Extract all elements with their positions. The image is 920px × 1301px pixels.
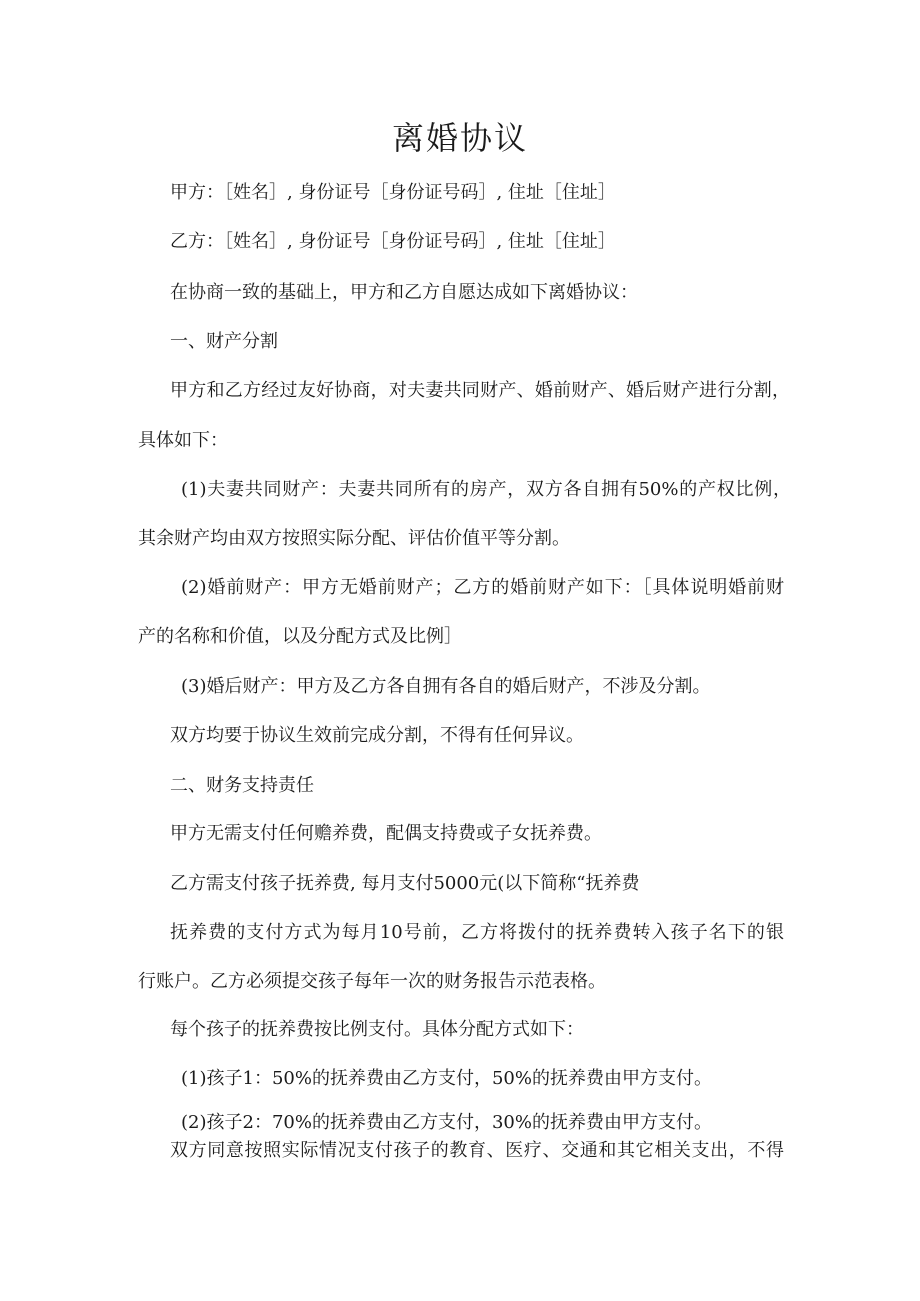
paragraph-line: 每个孩子的抚养费按比例支付。具体分配方式如下：: [170, 1019, 584, 1040]
list-item-line: (2)孩子2：70%的抚养费由乙方支付，30%的抚养费由甲方支付。: [181, 1112, 712, 1133]
paragraph-line: 双方同意按照实际情况支付孩子的教育、医疗、交通和其它相关支出，不得: [170, 1140, 784, 1161]
list-item-line: (2)婚前财产：甲方无婚前财产；乙方的婚前财产如下：［具体说明婚前财: [181, 577, 784, 598]
paragraph-line: 乙方需支付孩子抚养费, 每月支付5000元(以下简称“抚养费: [170, 873, 640, 894]
list-item-line: (1)孩子1：50%的抚养费由乙方支付，50%的抚养费由甲方支付。: [181, 1068, 712, 1089]
section-heading-property: 一、财产分割: [170, 331, 278, 352]
paragraph-line: 行账户。乙方必须提交孩子每年一次的财务报告示范表格。: [138, 971, 606, 992]
paragraph-line: 甲方和乙方经过友好协商，对夫妻共同财产、婚前财产、婚后财产进行分割，: [170, 380, 790, 401]
paragraph-line: 甲方无需支付任何赡养费，配偶支持费或子女抚养费。: [170, 823, 602, 844]
preamble: 在协商一致的基础上，甲方和乙方自愿达成如下离婚协议：: [170, 282, 638, 303]
section-heading-support: 二、财务支持责任: [170, 775, 314, 796]
paragraph-line: 抚养费的支付方式为每月10号前，乙方将拨付的抚养费转入孩子名下的银: [170, 922, 784, 943]
party-b-info: 乙方：［姓名］, 身份证号［身份证号码］, 住址［住址］: [170, 231, 616, 252]
party-a-info: 甲方：［姓名］, 身份证号［身份证号码］, 住址［住址］: [170, 182, 616, 203]
list-item-line: (3)婚后财产：甲方及乙方各自拥有各自的婚后财产，不涉及分割。: [181, 676, 711, 697]
paragraph-line: 产的名称和价值，以及分配方式及比例］: [138, 626, 462, 647]
paragraph-line: 双方均要于协议生效前完成分割，不得有任何异议。: [170, 725, 584, 746]
paragraph-line: 具体如下：: [138, 430, 228, 451]
paragraph-line: 其余财产均由双方按照实际分配、评估价值平等分割。: [138, 528, 570, 549]
list-item-line: (1)夫妻共同财产：夫妻共同所有的房产，双方各自拥有50%的产权比例，: [181, 479, 791, 500]
document-title: 离婚协议: [391, 119, 528, 157]
